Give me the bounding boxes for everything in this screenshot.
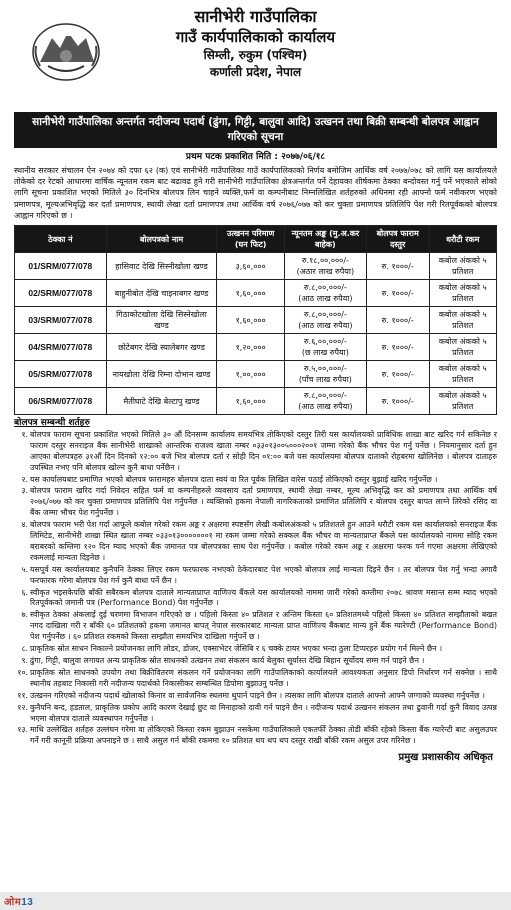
condition-item [14, 610, 497, 643]
minimum-amount [284, 280, 366, 307]
condition-text: प्राकृतिक स्रोत साधन निकाल्ने प्रयोजनका लागि लोडर, डोजर, एक्साभेटर जेसिबि र ६ चक्के टायर भएका भन्दा ठुला टिप्परहरु प्रयोग गर्न मिल्ने छैन । [30, 644, 443, 654]
table-row [15, 361, 497, 388]
condition-number: १. [21, 429, 28, 439]
minimum-amount-figure: रु.८,००,०००/- [303, 310, 347, 320]
contract-no: 02/SRM/077/078 [15, 280, 107, 307]
condition-number: १२. [17, 702, 28, 712]
condition-number: ४. [21, 520, 28, 530]
form-fee: रु. १०००/- [366, 307, 429, 334]
province-country: कर्णाली प्रदेश, नेपाल [209, 65, 302, 79]
minimum-amount [284, 307, 366, 334]
contract-no: 04/SRM/077/078 [15, 334, 107, 361]
contract-no: 06/SRM/077/078 [15, 388, 107, 415]
condition-item [14, 520, 497, 564]
quantity: १,६०,००० [217, 388, 284, 415]
minimum-amount-figure: रु.८,००,०००/- [303, 283, 347, 293]
condition-number: १३. [17, 725, 28, 735]
deposit: कबोल अंकको ५ प्रतिशत [429, 361, 497, 388]
condition-text: उत्खनन गरिएको नदीजन्य पदार्थ खोलाको किनार वा सार्वजनिक स्थलमा थुपार्न पाइने छैन । त्यसका लागि बोलपत्र दाताले आफ्नो आफ्नै जग्गाको व्यवस्था गर्नुपर्नेछ । [30, 690, 485, 700]
condition-number: ९. [21, 656, 28, 666]
minimum-amount-words: (आठ लाख रुपैया) [298, 294, 353, 304]
condition-text: यसपूर्व यस कार्यालयबाट कुनैपनि ठेक्का लिएर रकम फरफारक नभएको ठेकेदारबाट पेश भएको बोलपत्र लाई मान्यता दिइने छैन । तर बोलपत्र पेश गर्नु भन्दा अगावै फरफारक गरेमा बोलपत्र पेश गर्न कुनै बाधा पर्ने छैन । [30, 564, 497, 585]
form-fee: रु. १०००/- [366, 280, 429, 307]
bid-name: हासिवाट देखि सिस्नीखोला खण्ड [106, 253, 217, 280]
condition-text: यस कार्यालयबाट प्रमाणित भएको बोलपत्र फारामहरु बोलपत्र दाता स्वयं वा रित पूर्वक लिखित वारेस पठाई तोकिएको दस्तुर बुझाई खरिद गर्नुपर्नेछ । [30, 474, 438, 484]
condition-text: कुनैपनि बन्द, हडताल, प्राकृतिक प्रकोप आदि कारण देखाई छुट वा मिनाहाको दावी गर्न पाइने छैन । नदीजन्य पदार्थ उत्खनन संकलन तथा ढुवानी गर्दा कुनै विवाद उत्पन्न भएमा बोलपत्र दाताले व्यवस्थापन गर्नुपर्नेछ । [30, 702, 497, 723]
quantity: ३,६०,००० [217, 253, 284, 280]
condition-item [14, 691, 497, 702]
publish-date: प्रथम पटक प्रकाशित मिति : २०७७/०६/१८ [185, 152, 326, 162]
minimum-amount-words: (छ लाख रुपैया) [301, 348, 349, 358]
minimum-amount-figure: रु.६,००,०००/- [303, 337, 347, 347]
conditions-list [14, 430, 497, 747]
form-fee: रु. १०००/- [366, 334, 429, 361]
conditions-heading: बोलपत्र सम्बन्धी शर्तहरु [14, 418, 90, 429]
minimum-amount-figure: रु.८,००,०००/- [303, 391, 347, 401]
bid-name: बाहुनीबोत देखि चाइनाबगर खण्ड [106, 280, 217, 307]
office-address: सिम्ली, रुकुम (पश्चिम) [203, 48, 308, 62]
bid-name: नायखोला देखि रिम्ना दोभान खण्ड [106, 361, 217, 388]
minimum-amount [284, 361, 366, 388]
col-header-form-fee: बोलपत्र फाराम दस्तुर [366, 226, 429, 253]
form-fee: रु. १०००/- [366, 253, 429, 280]
condition-item [14, 725, 497, 747]
table-header-row [15, 226, 497, 253]
bid-name: छोटेबगर देखि स्यालेबगर खण्ड [106, 334, 217, 361]
col-header-quantity: उत्खनन परिमाण (घन फिट) [217, 226, 284, 253]
publisher-logo [4, 896, 33, 909]
condition-item [14, 565, 497, 587]
condition-text: बोलपत्र फाराम खरिद गर्दा निवेदन सहित फर्म वा कम्पनीहरुले व्यवसाय दर्ता प्रमाणपत्र, स्थायी लेखा नम्बर, मूल्य अभिवृद्धि कर को प्रमाणपत्र तथा आर्थिक वर्ष २०७६/०७७ को कर चुक्ता प्रमाणपत्र प्रतिलिपि पेश गर्नुपर्नेछ । व्यक्तिको हकमा नेपाली नागरिकताको प्रमाणित प्रतिलिपि र बोलपत्र दस्तुर बापत लाग्ने तिरेको रसिद वा बैंक जम्मा भौचर पेश गर्नुपर्नेछ । [30, 486, 497, 518]
condition-number: ६. [21, 587, 28, 597]
minimum-amount-figure: रु.५,००,०००/- [303, 364, 347, 374]
tender-table [14, 225, 497, 415]
deposit: कबोल अंकको ५ प्रतिशत [429, 253, 497, 280]
condition-number: ११. [17, 690, 28, 700]
deposit: कबोल अंकको ५ प्रतिशत [429, 334, 497, 361]
condition-number: २. [21, 474, 28, 484]
condition-number: ५. [21, 564, 28, 574]
table-row [15, 388, 497, 415]
col-header-contract-no: ठेक्का नं [15, 226, 107, 253]
table-row [15, 253, 497, 280]
quantity: १,६०,००० [217, 307, 284, 334]
minimum-amount [284, 334, 366, 361]
condition-text: ढुंगा, गिट्टी, बालुवा लगायत अन्य प्राकृतिक स्रोत साधनको उत्खनन तथा संकलन कार्य बेलुका सूर्यास्त देखि बिहान सूर्योदय सम्म गर्न पाइने छैन । [30, 656, 425, 666]
notice-title: सानीभेरी गाउँपालिका अन्तर्गत नदीजन्य पदार्थ (ढुंगा, गिट्टी, बालुवा आदि) उत्खनन तथा बिक्री सम्बन्धी बोलपत्र आह्वान गरिएको सूचना [14, 112, 497, 148]
col-header-deposit: धरौटी रकम [429, 226, 497, 253]
condition-number: ८. [21, 644, 28, 654]
condition-item [14, 475, 497, 486]
minimum-amount-words: (अठार लाख रुपैया) [296, 267, 355, 277]
bid-name: गिठाकोटखोला देखि सिस्नेखोला खण्ड [106, 307, 217, 334]
form-fee: रु. १०००/- [366, 361, 429, 388]
publisher-logo-part1: ओम [4, 897, 22, 908]
condition-item [14, 656, 497, 667]
condition-text: माथि उल्लेखित शर्तहरु उल्लंघन गरेमा वा तोकिएको किस्ता रकम बुझाउन नसकेमा गाउँपालिकाले एकतर्फी ठेक्का तोडी बाँकी रहेको किस्ता बैंक ग्यारेन्टी बाट असुलउपर गर्ने गरी कानूनी प्रक्रिया अपनाइने छ । साथै असुल गर्न बाँकी रकममा १० प्रतिशत थप थप थप दस्तुर राखी बाँकी रकम असुल उपर गरिनेछ । [30, 725, 497, 746]
intro-paragraph: स्थानीय सरकार संचालन ऐन २०७४ को दफा ६२ (क) एवं सानीभेरी गाउँपालिका गाउँ कार्यपालिकाको निर्णय बमोजिम आर्थिक वर्ष २०७७/०७८ को लागि यस कार्यालयले तोकेको दर रेटको आधारमा वार्षिक न्यूनतम रकम बाट बढावढ हुने गरी सानीभेरी गाउँपालिका क्षेत्रअन्तर्गत पर्ने देहायका शीर्षकमा ठेक्का बन्दोवस्त गर्नु पर्ने भएकाले सोको लागि सूचना प्रकाशित भएको मितिले ३० दिनभित्र बोलपत्र लिन चाहने व्यक्ति,फर्म वा कम्पनीबाट निम्नलिखित शर्तहरुको अधिनमा रही आफ्नो फर्म नवीकरण भएको प्रमाणपत्र, मूल्यअभिवृद्धि कर दर्ता प्रमाणपत्र, स्थायी लेखा दर्ता प्रमाणपत्र तथा आर्थिक वर्ष २०७६/०७७ को कर चुक्ता प्रमाणपत्र प्रतिलिपि पेश गरी रितपूर्वकको बोलपत्र आह्वान गरिएको छ । [14, 166, 497, 220]
bid-name: मैतीघाटे देखि बेल्टापु खण्ड [106, 388, 217, 415]
deposit: कबोल अंकको ५ प्रतिशत [429, 388, 497, 415]
deposit: कबोल अंकको ५ प्रतिशत [429, 307, 497, 334]
minimum-amount [284, 253, 366, 280]
condition-text: बोलपत्र फाराम सूचना प्रकाशित भएको मितिले ३० औं दिनसम्म कार्यालय समयभित्र तोकिएको दस्तुर तिरी यस कार्यालयको प्राविधिक शाखा बाट खरिद गर्न सकिनेछ र फाराम दस्तुर सनराइज बैंक सानीभेरी शाखाको आन्तरिक राजश्व खाता नम्बर ०३३०१३००५०००२००१ जम्मा गरेको बैंक भौचर पेश गर्नु पर्नेछ । नियमानुसार दर्ता हुन आएका बोलपत्रहरु ३१औं दिन दिनको १२:०० बजे भित्र बोलपत्र दर्ता र सोही दिन ०१:०० बजे यस कार्यालयमा बोलपत्र दाताको रोहबरमा खोलिनेछ । बोलपत्र दाताहरु उपस्थित नभए पनि बोलपत्र खोल्न कुनै बाधा पर्नेछैन । [30, 429, 497, 472]
minimum-amount [284, 388, 366, 415]
contract-no: 03/SRM/077/078 [15, 307, 107, 334]
footer-strip [0, 892, 511, 910]
condition-item [14, 644, 497, 655]
minimum-amount-words: (आठ लाख रुपैया) [298, 402, 353, 412]
office-header [14, 6, 497, 110]
condition-text: स्वीकृत ठेक्का अंकलाई दुई चरणमा विभाजन गरिएको छ । पहिलो किस्ता ४० प्रतिशत र अन्तिम किस्ता ६० प्रतिशतमध्ये पहिलो किस्ता ४० प्रतिशत सम्झौताको बखत नगद दाखिला गरी र बाँकी ६० प्रतिशतको हकमा जमानत बापत् नेपाल सरकारबाट मान्यता प्राप्त वाणिज्य बैंकबाट मान्य हुने बैंक ग्यारेण्टी (Performance Bond) पेश गर्नुपर्नेछ । ६० प्रतिशत रकमको किस्ता सम्झौता समयभित्र दाखिला गर्नुपर्ने छ । [30, 610, 497, 642]
condition-number: ३. [21, 486, 28, 496]
signatory-title: प्रमुख प्रशासकीय अधिकृत [398, 752, 493, 764]
nepal-emblem-icon [30, 16, 102, 82]
condition-text: बोलपत्र फाराम भरी पेश गर्दा आफूले कबोल गरेको रकम अङ्क र अक्षरमा स्पष्टसँग लेखी कबोलअंकको ५ प्रतिशतले हुन आउने धरौटी रकम यस कार्यालयको सनराइज बैंक लिमिटेड, सानीभेरी शाखा स्थित खाता नम्बर ०३३०१३०००००००१ मा रकम जम्मा गरेको सक्कल बैंक भौचर वा मान्यताप्राप्त बैंकले यस कार्यालयको नाममा सोहि रकम बराबरको कम्तिमा १२० दिन म्याद भएको बैंक जमानत पत्र बोलपत्रका साथ पेश गर्नुपर्नेछ । कबोल गरेको रकम अङ्क र अक्षरमा फरक पर्न गएमा अक्षरमा लेखिएको रकमलाई मान्यता दिइनेछ । [30, 520, 497, 562]
condition-text: प्राकृतिक स्रोत साधनको उपयोग तथा बिक्रीवितरण संकलन गर्ने प्रयोजनका लागि गाउँपालिकाको कार्यालयले आवश्यकता अनुसार डिपो निर्धारण गर्न सक्नेछ । साथै स्थानीय तहबाट निकासी गरी नदीजन्य पदार्थको निकासीकर सम्बन्धित डिपोमा बुझाउनु पर्नेछ । [30, 667, 497, 688]
quantity: १,२०,००० [217, 334, 284, 361]
minimum-amount-words: (आठ लाख रुपैया) [298, 321, 353, 331]
col-header-minimum-amount: न्यूनतम अङ्क (मु.अ.कर बाहेक) [284, 226, 366, 253]
condition-number: ७. [21, 610, 28, 620]
condition-item [14, 703, 497, 725]
condition-number: १०. [17, 667, 28, 677]
office-name: गाउँ कार्यपालिकाको कार्यालय [175, 28, 336, 46]
condition-text: स्वीकृत भइसकेपछि बाँकी सबैरकम बोलपत्र दाताले मान्यताप्राप्त वाणिज्य बैंकले यस कार्यालयको नाममा जारी गरेको कम्तीमा २०७८ श्रावण मसान्त सम्म म्याद भएको रितपूर्वकको जमानी पत्र (Performance Bond) पेश गर्नुपर्नेछ । [30, 587, 497, 608]
table-row [15, 307, 497, 334]
condition-item [14, 486, 497, 519]
contract-no: 01/SRM/077/078 [15, 253, 107, 280]
condition-item [14, 430, 497, 474]
condition-item [14, 588, 497, 610]
table-row [15, 280, 497, 307]
minimum-amount-words: (पाँच लाख रुपैया) [298, 375, 352, 385]
quantity: १,००,००० [217, 361, 284, 388]
quantity: १,६०,००० [217, 280, 284, 307]
condition-item [14, 668, 497, 690]
table-row [15, 334, 497, 361]
deposit: कबोल अंकको ५ प्रतिशत [429, 280, 497, 307]
form-fee: रु. १०००/- [366, 388, 429, 415]
municipality-name: सानीभेरी गाउँपालिका [194, 7, 317, 26]
publisher-logo-part2: 13 [21, 897, 34, 908]
contract-no: 05/SRM/077/078 [15, 361, 107, 388]
minimum-amount-figure: रु.१८,००,०००/- [301, 256, 349, 266]
col-header-bid-name: बोलपत्रको नाम [106, 226, 217, 253]
